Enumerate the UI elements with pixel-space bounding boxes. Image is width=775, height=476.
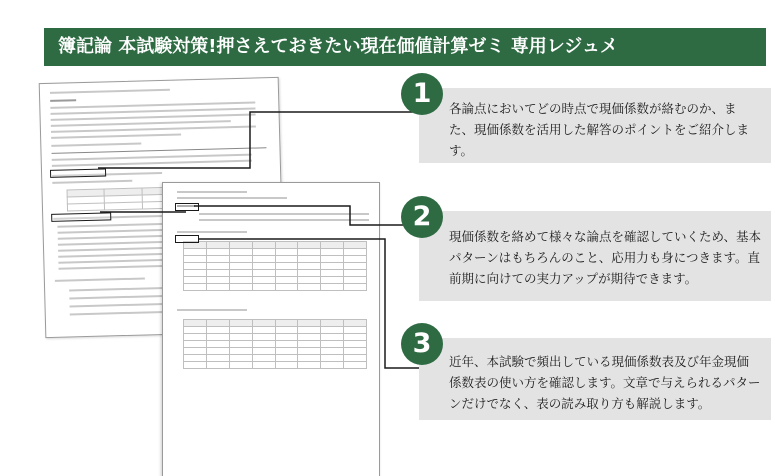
point-2-panel [419, 211, 771, 301]
banner-title: 簿記論 本試験対策!押さえておきたい現在価値計算ゼミ 専用レジュメ [58, 36, 618, 57]
point-1-number-badge: 1 [401, 73, 443, 115]
point-1-panel [419, 88, 771, 163]
point-3-panel [419, 338, 771, 420]
point-3-number-badge: 3 [401, 323, 443, 365]
point-1-text: 各論点においてどの時点で現価係数が絡むのか、また、現価係数を活用した解答のポイントをご紹介します。 [449, 101, 750, 158]
point-2-number-badge: 2 [401, 196, 443, 238]
point-3-text: 近年、本試験で頻出している現価係数表及び年金現価係数表の使い方を確認します。文章で与えられるパターンだけでなく、表の読み取り方も解説します。 [449, 354, 761, 411]
point-2-text: 現価係数を絡めて様々な論点を確認していくため、基本パターンはもちろんのこと、応用力も身につきます。直前期に向けての実力アップが期待できます。 [449, 229, 762, 286]
